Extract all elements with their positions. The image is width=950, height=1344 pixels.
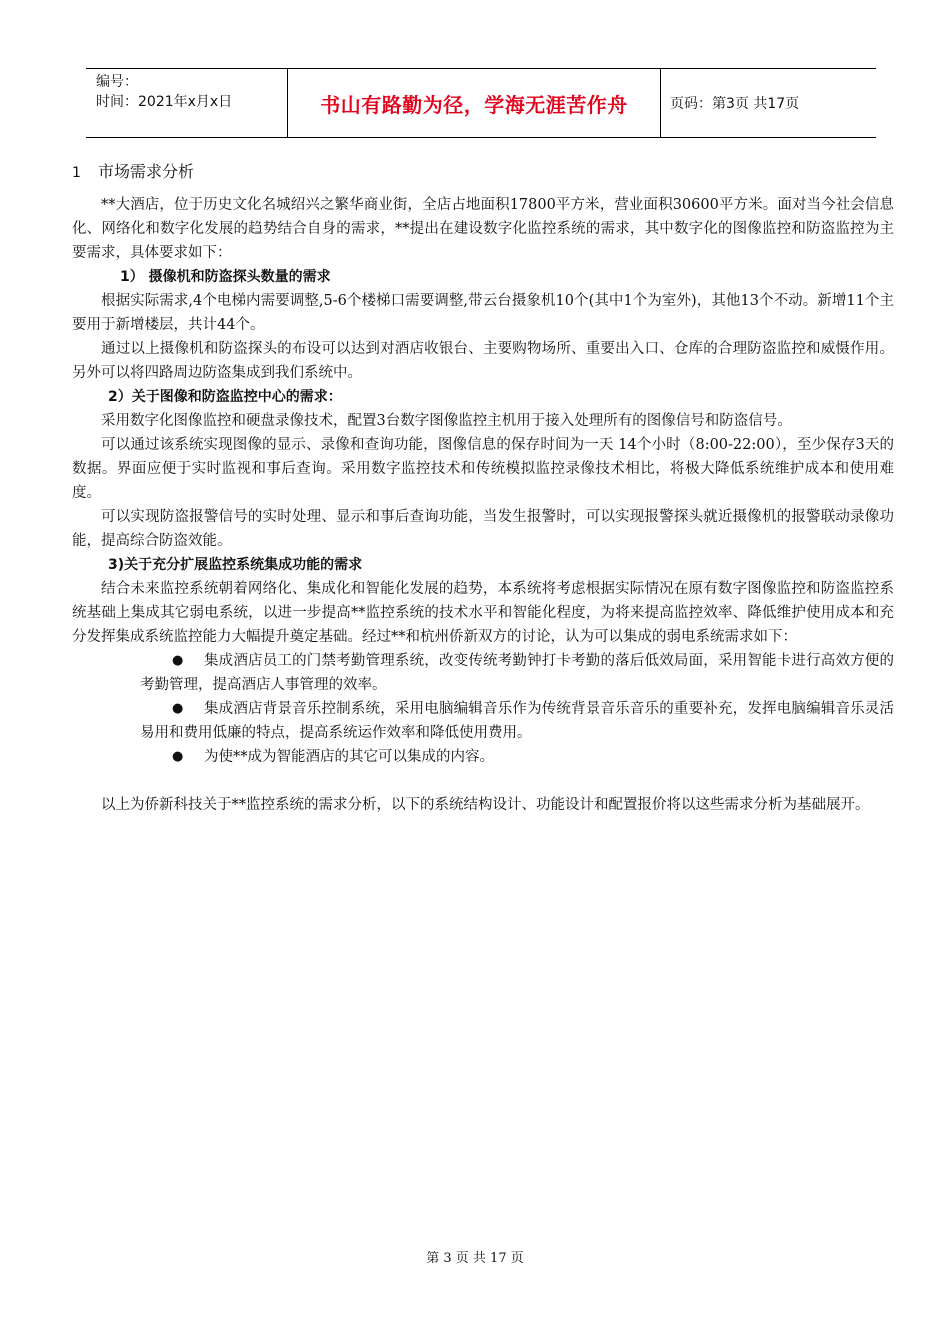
bullet-icon: ● [172,701,184,716]
bullet-icon: ● [172,749,184,764]
paragraph: 可以通过该系统实现图像的显示、录像和查询功能，图像信息的保存时间为一天 14个小时（8:00-22:00），至少保存3天的数据。界面应便于实时监视和事后查询。采用数字监控技术和传统模拟监控录像技术相比，将极大降低系统维护成本和使用难度。 [72,437,894,501]
paragraph: 采用数字化图像监控和硬盘录像技术，配置3台数字图像监控主机用于接入处理所有的图像信号和防盗信号。 [101,413,792,429]
paragraph: 可以实现防盗报警信号的实时处理、显示和事后查询功能，当发生报警时，可以实现报警探头就近摄像机的报警联动录像功能，提高综合防盗效能。 [72,509,894,549]
section-number: 1 [72,165,81,181]
paragraph: 根据实际需求,4个电梯内需要调整,5-6个楼梯口需要调整,带云台摄象机10个(其中1个为室外)，其他13个不动。新增11个主要用于新增楼层，共计44个。 [72,293,894,333]
header-motto: 书山有路勤为径，学海无涯苦作舟 [287,69,661,137]
section-title: 市场需求分析 [98,162,195,181]
subsection-1-title: 1） 摄像机和防盗探头数量的需求 [120,269,331,285]
document-body [72,158,894,817]
subsection-2-title: 2）关于图像和防盗监控中心的需求： [108,389,342,405]
document-number-label: 编号： [96,74,138,90]
spacer [72,769,894,793]
bullet-list [72,649,894,769]
list-item-text: 集成酒店背景音乐控制系统，采用电脑编辑音乐作为传统背景音乐音乐的重要补充，发挥电脑编辑音乐灵活易用和费用低廉的特点，提高系统运作效率和降低使用费用。 [140,701,894,741]
subsection-3-title: 3)关于充分扩展监控系统集成功能的需求 [108,557,363,573]
list-item [72,697,894,745]
conclusion-paragraph: 以上为侨新科技关于**监控系统的需求分析，以下的系统结构设计、功能设计和配置报价将以这些需求分析为基础展开。 [101,797,870,813]
list-item-text: 集成酒店员工的门禁考勤管理系统，改变传统考勤钟打卡考勤的落后低效局面，采用智能卡进行高效方便的考勤管理，提高酒店人事管理的效率。 [140,653,894,693]
document-date: 时间：2021年x月x日 [96,94,233,110]
intro-paragraph: **大酒店，位于历史文化名城绍兴之繁华商业街，全店占地面积17800平方米，营业面积30600平方米。面对当今社会信息化、网络化和数字化发展的趋势结合自身的需求，**提出在建设数字化监控系统的需求，其中数字化的图像监控和防盗监控为主要需求，具体要求如下： [72,197,894,261]
list-item-text: 为使**成为智能酒店的其它可以集成的内容。 [204,749,494,765]
list-item [72,745,894,769]
list-item [72,649,894,697]
page-footer: 第 3 页 共 17 页 [426,1251,524,1266]
header-page-number: 页码：第3页 共17页 [670,96,800,112]
paragraph: 通过以上摄像机和防盗探头的布设可以达到对酒店收银台、主要购物场所、重要出入口、仓库的合理防盗监控和威慑作用。另外可以将四路周边防盗集成到我们系统中。 [72,341,894,381]
bullet-icon: ● [172,653,184,668]
section-heading [72,158,894,187]
page-header [86,68,876,138]
header-meta [86,69,286,137]
paragraph: 结合未来监控系统朝着网络化、集成化和智能化发展的趋势，本系统将考虑根据实际情况在原有数字图像监控和防盗监控系统基础上集成其它弱电系统，以进一步提高**监控系统的技术水平和智能化程度，为将来提高监控效率、降低维护使用成本和充分发挥集成系统监控能力大幅提升奠定基础。经过**和杭州侨新双方的讨论，认为可以集成的弱电系统需求如下： [72,581,894,645]
